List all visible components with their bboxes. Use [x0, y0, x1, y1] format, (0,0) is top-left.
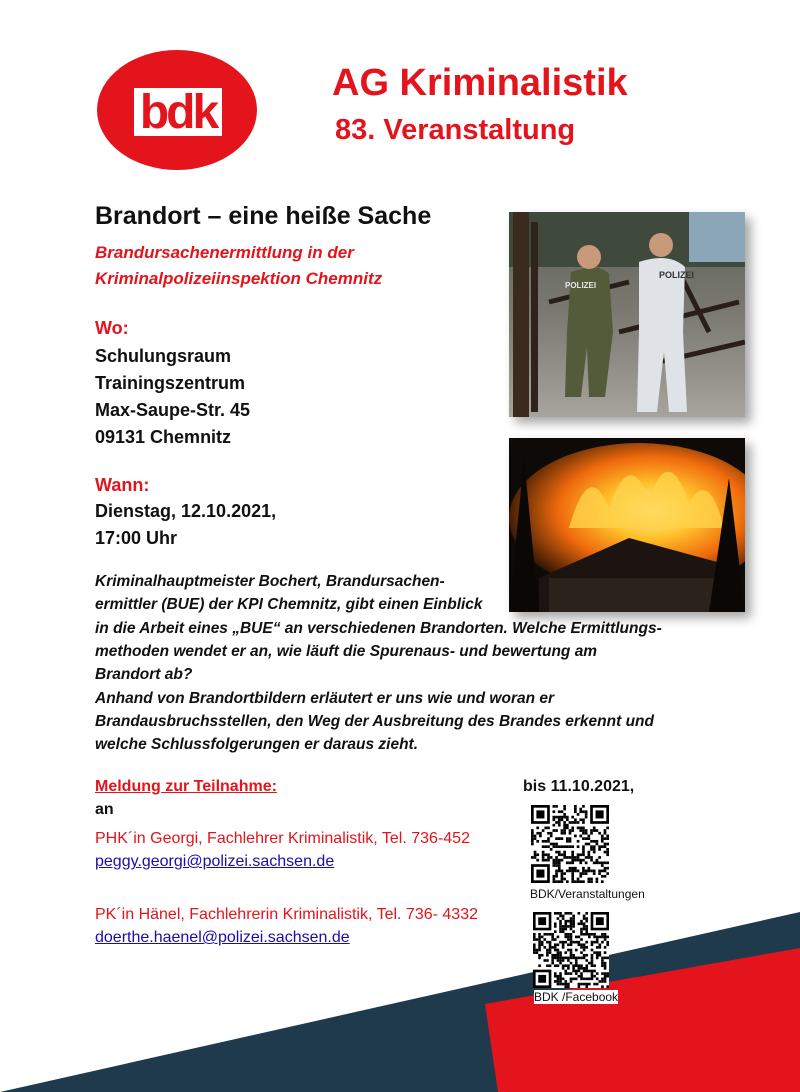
- description-line: in die Arbeit eines „BUE“ an verschiedenen Brandorten. Welche Ermittlungs-: [95, 620, 662, 637]
- address-line: Schulungsraum: [95, 346, 232, 366]
- description-line: methoden wendet er an, wie läuft die Spurenaus- und bewertung am: [95, 643, 598, 660]
- qr-caption-veranstaltungen: BDK/Veranstaltungen: [530, 887, 645, 901]
- when-label: Wann:: [95, 475, 150, 495]
- address-line: Max-Saupe-Str. 45: [95, 400, 251, 420]
- contact-georgi: PHK´in Georgi, Fachlehrer Kriminalistik, Tel. 736-452: [95, 830, 470, 847]
- qr-caption-facebook: BDK /Facebook: [534, 990, 619, 1004]
- email-link-haenel[interactable]: doerthe.haenel@polizei.sachsen.de: [95, 929, 350, 946]
- when-datetime: [95, 498, 276, 552]
- time-line: 17:00 Uhr: [95, 528, 178, 548]
- photo-house-fire: [509, 438, 745, 612]
- photo-investigators: [509, 212, 745, 417]
- bdk-logo: [96, 48, 258, 172]
- description-line: welche Schlussfolgerungen er daraus zieht.: [95, 736, 419, 753]
- logo-text: bdk: [139, 86, 217, 139]
- registration-deadline: bis 11.10.2021,: [523, 778, 635, 795]
- event-subtitle-line: Brandursachenermittlung in der: [95, 243, 354, 262]
- registration-an: an: [95, 801, 114, 818]
- description-line: Anhand von Brandortbildern erläutert er uns wie und woran er: [95, 690, 555, 707]
- description-line: Brandort ab?: [95, 666, 193, 683]
- vest-text: POLIZEI: [565, 281, 597, 290]
- page-title: AG Kriminalistik: [332, 62, 628, 104]
- address-line: 09131 Chemnitz: [95, 427, 232, 447]
- suit-text: POLIZEI: [659, 270, 695, 280]
- date-line: Dienstag, 12.10.2021,: [95, 501, 277, 521]
- where-label: Wo:: [95, 318, 129, 338]
- contact-haenel: PK´in Hänel, Fachlehrerin Kriminalistik, Tel. 736- 4332: [95, 906, 478, 923]
- event-title: Brandort – eine heiße Sache: [95, 202, 432, 230]
- qr-code-facebook[interactable]: [533, 912, 609, 988]
- description-line: Kriminalhauptmeister Bochert, Brandursachen-: [95, 573, 445, 590]
- page-subtitle: 83. Veranstaltung: [335, 114, 576, 146]
- where-address: [95, 343, 250, 451]
- description-line: ermittler (BUE) der KPI Chemnitz, gibt einen Einblick: [95, 596, 483, 613]
- event-subtitle: [95, 240, 485, 292]
- description-line: Brandausbruchsstellen, den Weg der Ausbreitung des Brandes erkennt und: [95, 713, 654, 730]
- registration-label: Meldung zur Teilnahme:: [95, 778, 277, 795]
- email-link-georgi[interactable]: peggy.georgi@polizei.sachsen.de: [95, 853, 335, 870]
- event-subtitle-line: Kriminalpolizeiinspektion Chemnitz: [95, 269, 383, 288]
- address-line: Trainingszentrum: [95, 373, 246, 393]
- qr-code-veranstaltungen[interactable]: [531, 805, 609, 883]
